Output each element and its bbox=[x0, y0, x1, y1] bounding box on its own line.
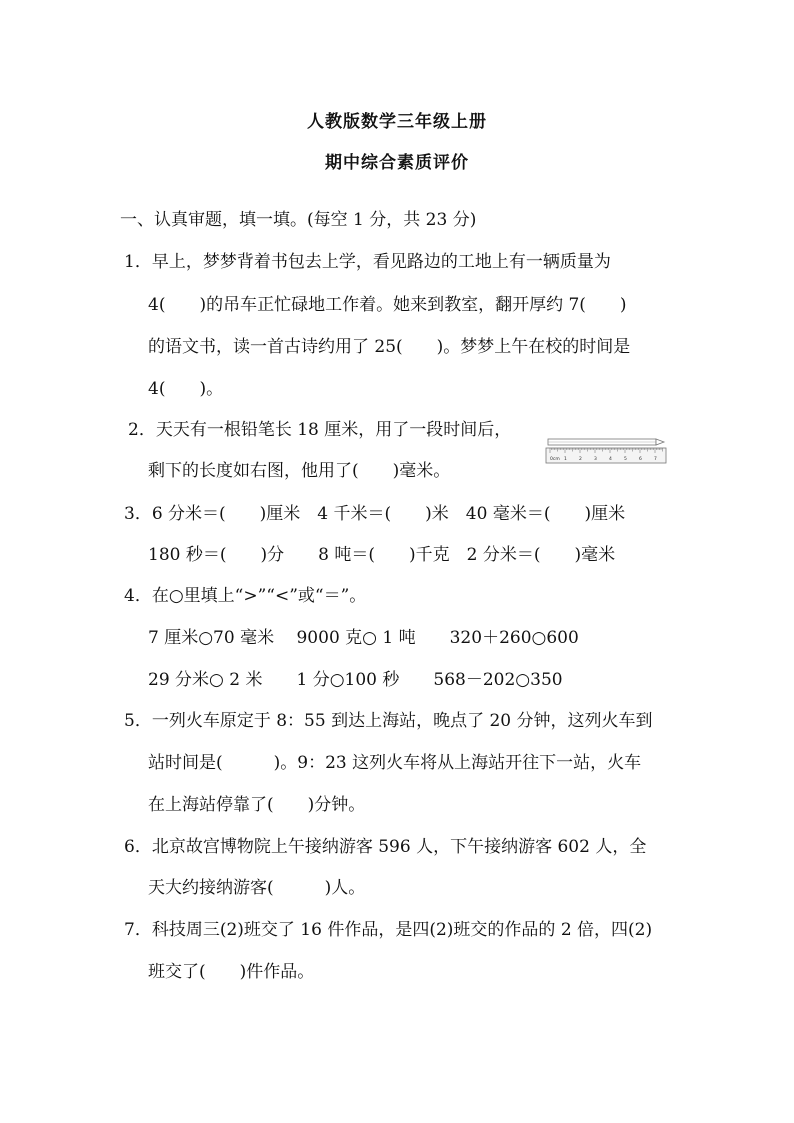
ruler-label: 7 bbox=[654, 457, 657, 462]
ruler-label: 4 bbox=[609, 457, 612, 462]
question-1-line-3: 的语文书，读一首古诗约用了 25( )。梦梦上午在校的时间是 bbox=[148, 337, 631, 357]
question-2-line-2: 剩下的长度如右图，他用了( )毫米。 bbox=[148, 461, 451, 481]
question-5-line-3: 在上海站停靠了( )分钟。 bbox=[148, 795, 366, 815]
section-heading: 一、认真审题，填一填。(每空 1 分，共 23 分) bbox=[120, 210, 477, 230]
question-7-line-1: 7．科技周三(2)班交了 16 件作品，是四(2)班交的作品的 2 倍，四(2) bbox=[124, 920, 653, 940]
question-4-line-3: 29 分米○ 2 米 1 分○100 秒 568－202○350 bbox=[148, 670, 563, 690]
ruler-label: 3 bbox=[594, 457, 597, 462]
ruler-label: 6 bbox=[639, 457, 642, 462]
question-5-line-2: 站时间是( )。9：23 这列火车将从上海站开往下一站，火车 bbox=[148, 753, 642, 773]
question-4-line-2: 7 厘米○70 毫米 9000 克○ 1 吨 320＋260○600 bbox=[148, 628, 579, 648]
page-subtitle: 期中综合素质评价 bbox=[325, 153, 469, 173]
pencil-ruler-figure bbox=[545, 438, 667, 464]
question-1-line-4: 4( )。 bbox=[148, 379, 224, 399]
ruler-label: 0cm bbox=[550, 457, 560, 462]
ruler-label: 1 bbox=[564, 457, 567, 462]
question-5-line-1: 5．一列火车原定于 8：55 到达上海站，晚点了 20 分钟，这列火车到 bbox=[124, 711, 653, 731]
question-6-line-1: 6．北京故宫博物院上午接纳游客 596 人，下午接纳游客 602 人，全 bbox=[124, 837, 647, 857]
ruler-label: 5 bbox=[624, 457, 627, 462]
question-2-line-1: 2．天天有一根铅笔长 18 厘米，用了一段时间后， bbox=[128, 420, 512, 440]
question-7-line-2: 班交了( )件作品。 bbox=[148, 962, 315, 982]
question-1-line-1: 1．早上，梦梦背着书包去上学，看见路边的工地上有一辆质量为 bbox=[124, 252, 611, 272]
question-6-line-2: 天大约接纳游客( )人。 bbox=[148, 878, 366, 898]
question-1-line-2: 4( )的吊车正忙碌地工作着。她来到教室，翻开厚约 7( ) bbox=[148, 295, 627, 315]
ruler-label: 2 bbox=[579, 457, 582, 462]
question-3-line-1: 3．6 分米＝( )厘米 4 千米＝( )米 40 毫米＝( )厘米 bbox=[124, 504, 626, 524]
question-4-line-1: 4．在○里填上“>”“<”或“＝”。 bbox=[124, 586, 367, 606]
page-title: 人教版数学三年级上册 bbox=[307, 112, 487, 132]
question-3-line-2: 180 秒＝( )分 8 吨＝( )千克 2 分米＝( )毫米 bbox=[148, 545, 616, 565]
